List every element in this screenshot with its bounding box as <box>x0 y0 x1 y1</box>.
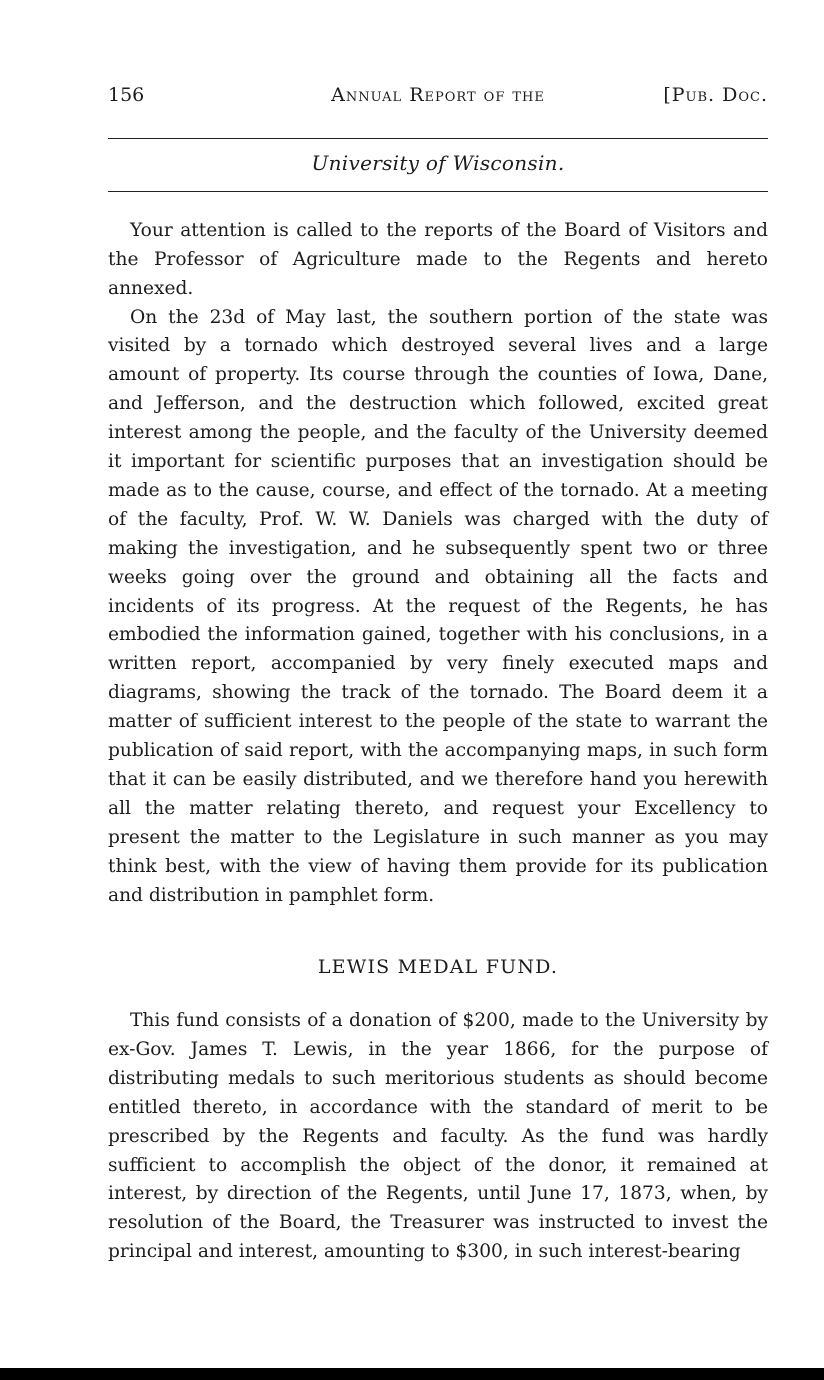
running-head <box>108 84 768 114</box>
paragraph-lewis-medal-fund: This fund consists of a donation of $200, made to the University by ex-Gov. James T. Lewis, in the year 1866, for the purpose of distributing medals to such meritorious students as should become entitled thereto, in accordance with the standard of merit to be prescribed by the Regents and faculty. As the fund was hardly sufficient to accomplish the object of the donor, it remained at interest, by direction of the Regents, until June 17, 1873, when, by resolution of the Board, the Treasurer was instructed to invest the principal and interest, amounting to $300, in such interest-bearing <box>108 1010 768 1263</box>
section-heading-lewis-medal-fund: LEWIS MEDAL FUND. <box>317 956 559 978</box>
document-reference: [Pub. Doc. <box>663 84 768 106</box>
header-rule-bottom <box>108 191 768 192</box>
page-number: 156 <box>108 84 145 106</box>
header-rule-top <box>108 138 768 139</box>
scan-bottom-edge <box>0 1368 824 1380</box>
university-subheading: University of Wisconsin. <box>311 151 565 175</box>
paragraph-board-of-visitors: Your attention is called to the reports of the Board of Visitors and the Professor of Agriculture made to the Regents and hereto annexed. <box>108 220 768 299</box>
paragraph-tornado-report: On the 23d of May last, the southern portion of the state was visited by a tornado which destroyed several lives and a large amount of property. Its course through the counties of Iowa, Dane, and Jefferson, and the destruction which followed, excited great interest among the people, and the faculty of the University deemed it important for scientific purposes that an investigation should be made as to the cause, course, and effect of the tornado. At a meeting of the faculty, Prof. W. W. Daniels was charged with the duty of making the investigation, and he subsequently spent two or three weeks going over the ground and obtaining all the facts and incidents of its progress. At the request of the Regents, he has embodied the information gained, together with his conclusions, in a written report, accompanied by very finely executed maps and diagrams, showing the track of the tornado. The Board deem it a matter of sufficient interest to the people of the state to warrant the publication of said report, with the accompanying maps, in such form that it can be easily distributed, and we therefore hand you herewith all the matter relating thereto, and request your Excellency to present the matter to the Legislature in such manner as you may think best, with the view of having them provide for its publication and distribution in pamphlet form. <box>108 306 768 906</box>
running-title: Annual Report of the <box>331 84 545 106</box>
